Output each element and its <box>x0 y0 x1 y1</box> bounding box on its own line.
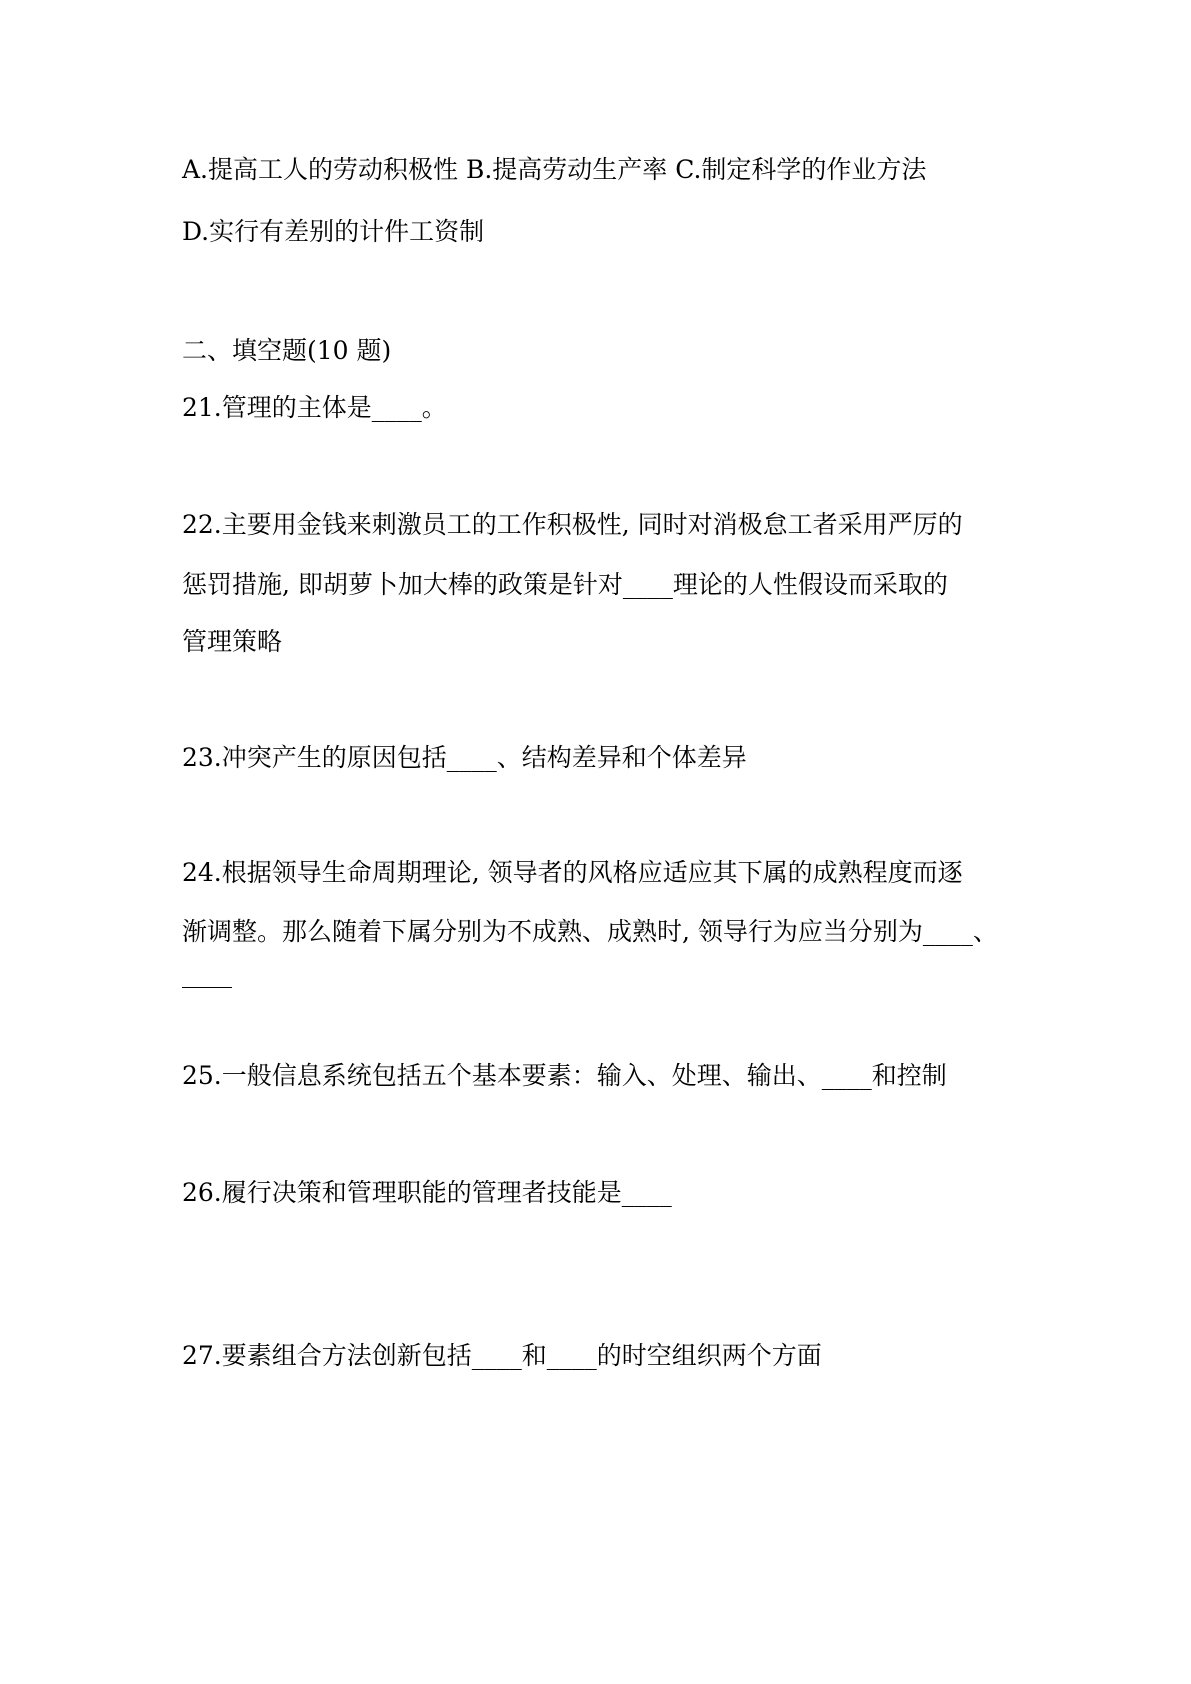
question-26: 26.履行决策和管理职能的管理者技能是____ <box>182 1178 672 1207</box>
question-24-line-1: 24.根据领导生命周期理论, 领导者的风格应适应其下属的成熟程度而逐 <box>182 858 963 887</box>
question-24-line-2: 渐调整。那么随着下属分别为不成熟、成熟时, 领导行为应当分别为____、 <box>182 917 998 946</box>
section-heading: 二、填空题(10 题) <box>182 336 392 365</box>
question-27: 27.要素组合方法创新包括____和____的时空组织两个方面 <box>182 1341 822 1370</box>
question-25: 25.一般信息系统包括五个基本要素：输入、处理、输出、____和控制 <box>182 1061 947 1090</box>
question-22-line-3: 管理策略 <box>182 627 283 656</box>
question-22-line-1: 22.主要用金钱来刺激员工的工作积极性, 同时对消极怠工者采用严厉的 <box>182 510 963 539</box>
option-line-abc: A.提高工人的劳动积极性 B.提高劳动生产率 C.制定科学的作业方法 <box>182 155 927 184</box>
question-22-line-2: 惩罚措施, 即胡萝卜加大棒的政策是针对____理论的人性假设而采取的 <box>182 570 948 599</box>
question-21: 21.管理的主体是____。 <box>182 393 447 422</box>
option-line-d: D.实行有差别的计件工资制 <box>182 217 485 246</box>
question-23: 23.冲突产生的原因包括____、结构差异和个体差异 <box>182 743 747 772</box>
question-24-line-3: ____ <box>182 959 232 988</box>
